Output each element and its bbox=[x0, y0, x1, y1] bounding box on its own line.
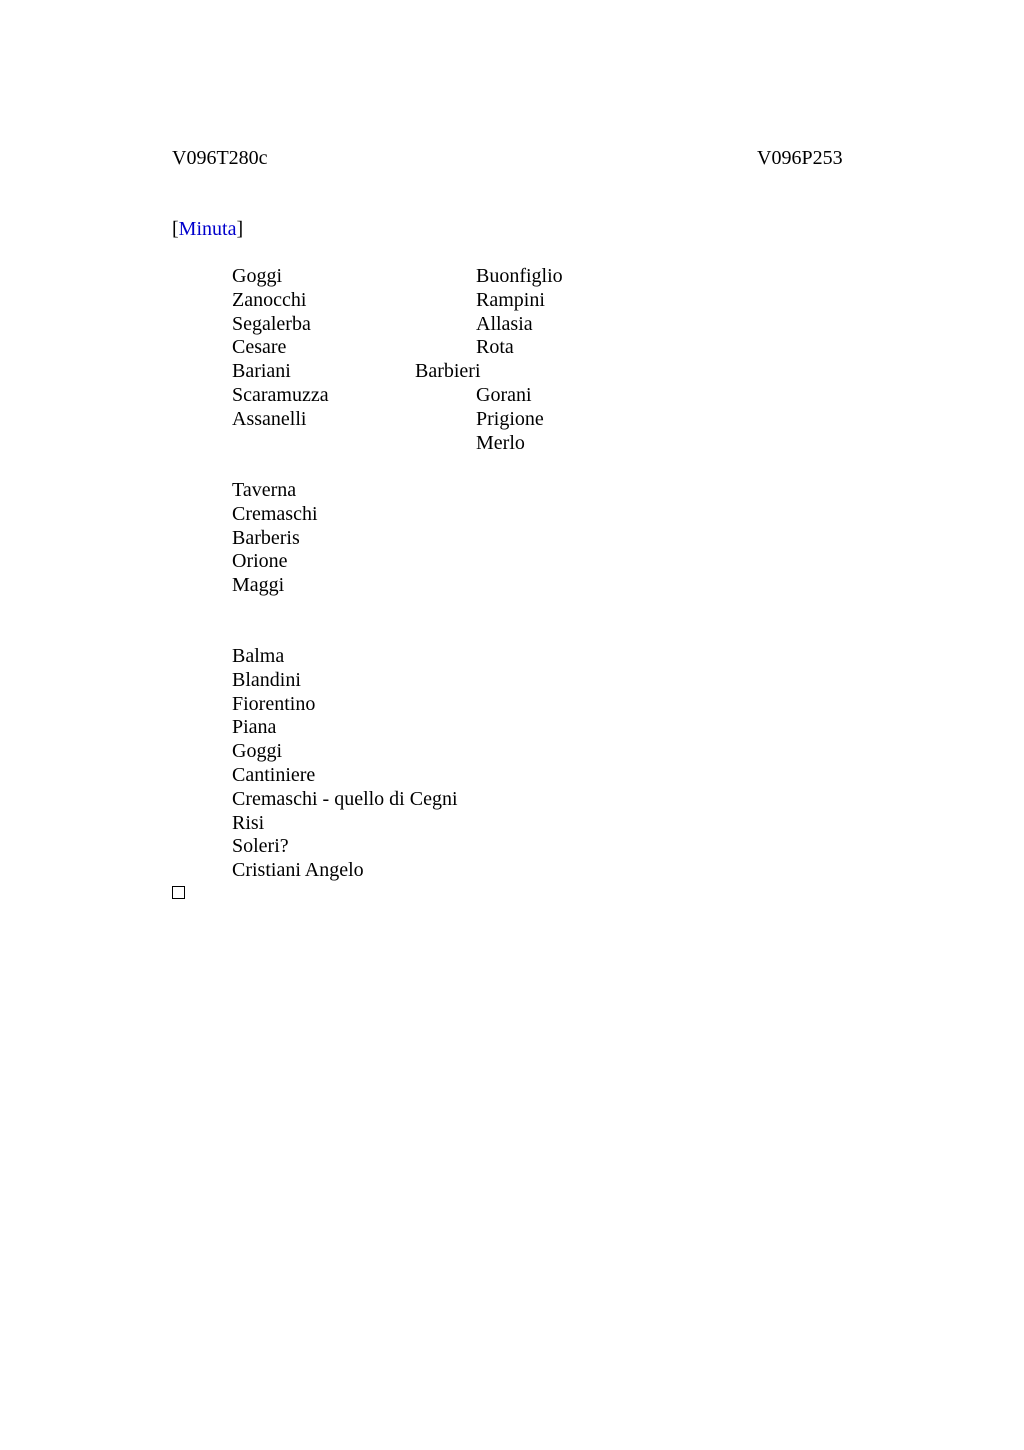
minuta-label bbox=[172, 217, 243, 241]
list-item: Maggi bbox=[232, 574, 285, 597]
name-list-2 bbox=[232, 479, 318, 598]
minuta-link[interactable]: Minuta bbox=[178, 218, 237, 240]
list-item: Taverna bbox=[232, 479, 297, 501]
list-item: Risi bbox=[232, 811, 265, 834]
list-item: Cristiani Angelo bbox=[232, 859, 364, 882]
end-square-icon bbox=[172, 886, 185, 899]
list-item: Prigione bbox=[476, 407, 544, 430]
list-item: Cantiniere bbox=[232, 763, 316, 786]
list-item: Blandini bbox=[232, 668, 301, 691]
list-item: Rota bbox=[476, 336, 514, 359]
list-item: Goggi bbox=[232, 265, 282, 287]
list-item: Buonfiglio bbox=[476, 265, 563, 287]
list-item: Goggi bbox=[232, 740, 282, 763]
list-item: Merlo bbox=[476, 431, 525, 454]
close-bracket: ] bbox=[236, 218, 244, 240]
list-item: Cesare bbox=[232, 336, 287, 359]
list-item: Piana bbox=[232, 716, 277, 739]
list-item: Segalerba bbox=[232, 312, 311, 335]
list-item: Fiorentino bbox=[232, 692, 316, 715]
document-code-right: V096P253 bbox=[757, 147, 843, 169]
list-item: Barberis bbox=[232, 526, 300, 549]
list-item: Allasia bbox=[476, 312, 533, 335]
list-item: Scaramuzza bbox=[232, 383, 329, 406]
open-bracket: [ bbox=[172, 218, 179, 240]
list-item: Cremaschi - quello di Cegni bbox=[232, 787, 458, 810]
list-item: Orione bbox=[232, 550, 288, 573]
document-code-left: V096T280c bbox=[172, 147, 268, 169]
list-item: Balma bbox=[232, 645, 285, 667]
name-list-1-left bbox=[232, 265, 329, 432]
list-item: Cremaschi bbox=[232, 502, 318, 525]
list-item: Gorani bbox=[476, 383, 532, 406]
list-item: Rampini bbox=[476, 288, 545, 311]
list-item: Soleri? bbox=[232, 835, 289, 858]
name-list-1-right bbox=[415, 265, 563, 455]
name-list-3 bbox=[232, 645, 458, 883]
list-item: Barbieri bbox=[415, 360, 481, 383]
list-item: Assanelli bbox=[232, 407, 307, 430]
list-item: Bariani bbox=[232, 360, 291, 383]
list-item: Zanocchi bbox=[232, 288, 307, 311]
